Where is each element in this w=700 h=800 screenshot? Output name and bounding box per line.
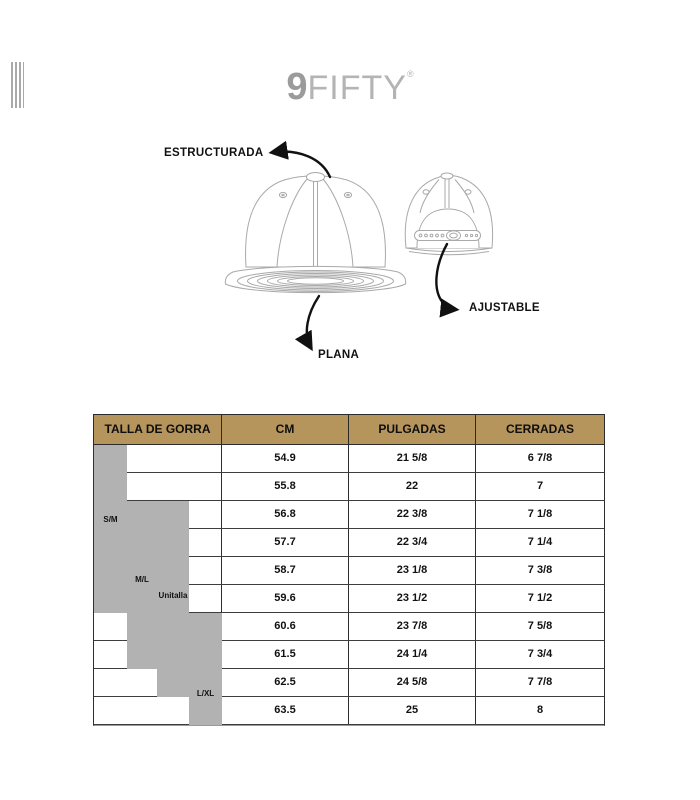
cell-cm: 58.7 — [222, 557, 349, 584]
size-label-sm: S/M — [103, 515, 118, 524]
cell-pulgadas: 25 — [349, 697, 476, 724]
cell-cm: 54.9 — [222, 445, 349, 472]
size-bar-ml — [127, 501, 157, 669]
arrow-adjustable — [436, 244, 456, 310]
label-estructurada: ESTRUCTURADA — [164, 147, 264, 159]
label-plana: PLANA — [318, 349, 360, 361]
cell-pulgadas: 22 3/4 — [349, 529, 476, 556]
cell-cm: 61.5 — [222, 641, 349, 668]
cap-button — [307, 173, 325, 182]
header-cerradas: CERRADAS — [505, 422, 574, 436]
cell-cm: 60.6 — [222, 613, 349, 640]
cell-cm: 63.5 — [222, 697, 349, 724]
cap-diagram — [130, 135, 570, 375]
page-title — [0, 66, 700, 109]
size-bar-sm — [94, 445, 127, 613]
header-talla-de-gorra: TALLA DE GORRA — [94, 415, 222, 444]
cell-cerradas: 7 7/8 — [527, 676, 553, 688]
cell-cm: 57.7 — [222, 529, 349, 556]
cell-cerradas: 7 1/8 — [527, 508, 553, 520]
cell-cm: 59.6 — [222, 585, 349, 612]
size-label-unitalla: Unitalla — [158, 591, 188, 600]
cap-front-view-drawing — [225, 173, 405, 293]
size-bar-lxl — [189, 613, 222, 725]
title-word: FIFTY — [307, 69, 407, 107]
cell-cerradas: 7 3/8 — [527, 564, 553, 576]
cell-pulgadas: 23 1/8 — [349, 557, 476, 584]
title-number: 9 — [286, 66, 308, 108]
cell-pulgadas: 21 5/8 — [349, 445, 476, 472]
cell-cerradas: 7 — [536, 480, 544, 492]
cell-pulgadas: 24 5/8 — [349, 669, 476, 696]
cap-back-view-drawing — [405, 173, 492, 255]
cell-cerradas: 8 — [536, 704, 544, 716]
cell-pulgadas: 22 — [349, 473, 476, 500]
label-ajustable: AJUSTABLE — [469, 302, 540, 314]
cell-cm: 56.8 — [222, 501, 349, 528]
cell-cm: 55.8 — [222, 473, 349, 500]
cell-cerradas: 6 7/8 — [527, 452, 553, 464]
cell-cerradas: 7 3/4 — [527, 648, 553, 660]
header-cm: CM — [222, 415, 349, 444]
size-range-bars — [94, 445, 222, 725]
cell-cerradas: 7 5/8 — [527, 620, 553, 632]
cell-pulgadas: 23 7/8 — [349, 613, 476, 640]
cell-cm: 62.5 — [222, 669, 349, 696]
cell-pulgadas: 23 1/2 — [349, 585, 476, 612]
arrow-flat — [307, 296, 319, 348]
table-header-row — [93, 414, 605, 445]
cell-pulgadas: 22 3/8 — [349, 501, 476, 528]
cell-cerradas: 7 1/4 — [527, 536, 553, 548]
cell-cerradas: 7 1/2 — [527, 592, 553, 604]
size-table — [93, 414, 605, 726]
header-pulgadas: PULGADAS — [349, 415, 476, 444]
cell-pulgadas: 24 1/4 — [349, 641, 476, 668]
table-body — [93, 445, 605, 726]
size-label-ml: M/L — [135, 575, 149, 584]
trademark-symbol: ® — [406, 69, 414, 79]
size-label-lxl: L/XL — [196, 689, 215, 698]
